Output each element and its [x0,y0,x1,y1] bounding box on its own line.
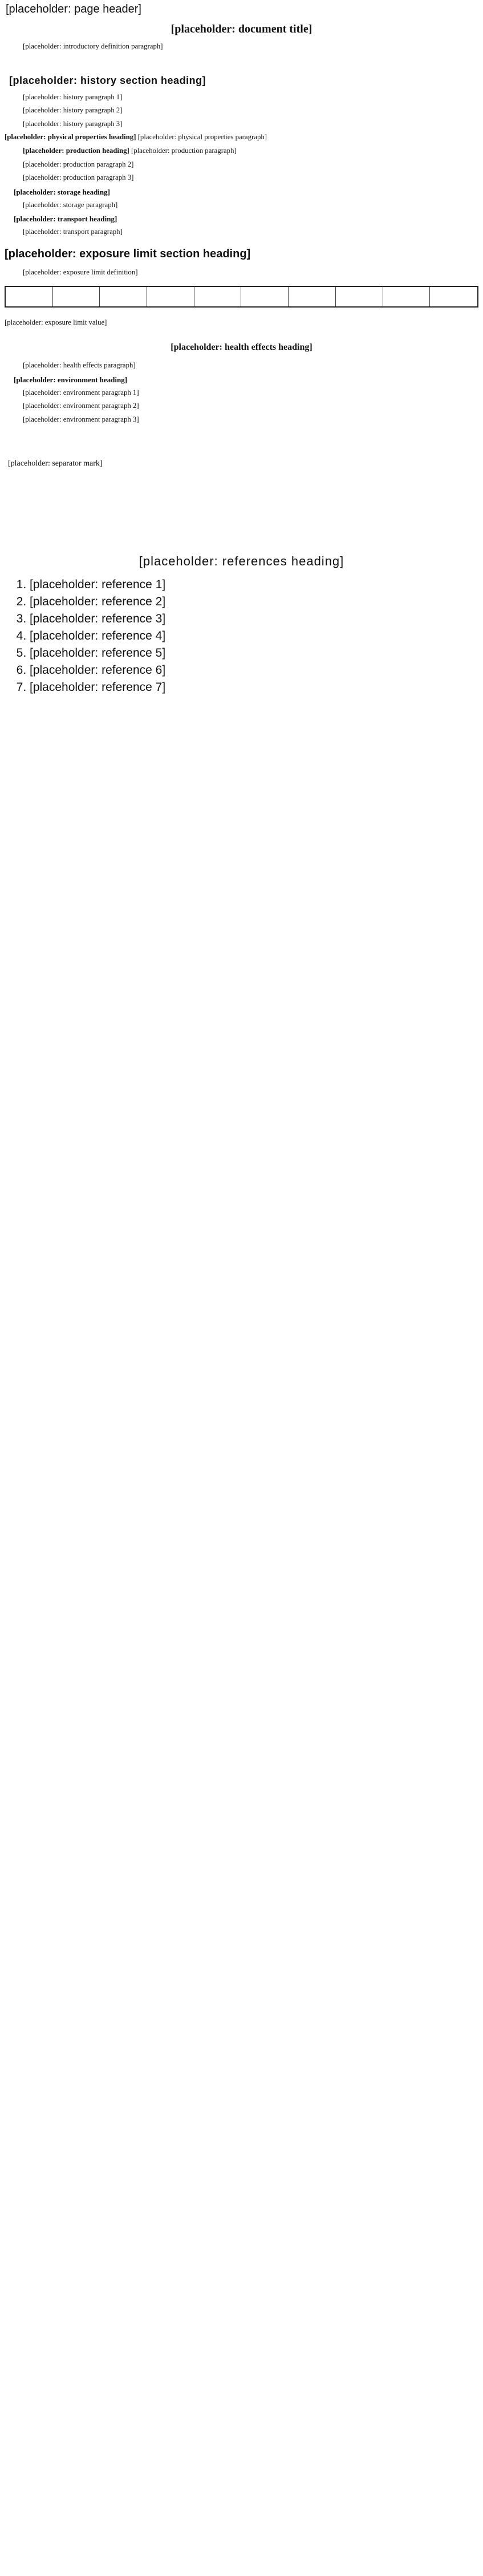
literature-item: 2. [placeholder: reference 2] [30,594,478,610]
health-paragraph: [placeholder: health effects paragraph] [23,361,136,370]
history-paragraph-1: [placeholder: history paragraph 1] [23,92,123,101]
production-paragraph-2: [placeholder: production paragraph 2] [23,160,134,168]
physical-properties-paragraph [5,132,478,143]
environment-paragraph-3: [placeholder: environment paragraph 3] [23,415,139,423]
pdk-heading: [placeholder: exposure limit section heading] [5,247,251,260]
literature-list [5,577,478,695]
literature-item: 7. [placeholder: reference 7] [30,680,478,695]
literature-item: 5. [placeholder: reference 5] [30,645,478,661]
history-heading: [placeholder: history section heading] [9,74,206,86]
literature-item: 3. [placeholder: reference 3] [30,611,478,627]
storage-heading: [placeholder: storage heading] [14,187,110,196]
page-header-title: [placeholder: page header] [6,3,141,15]
history-paragraph-3: [placeholder: history paragraph 3] [23,119,123,128]
transport-heading: [placeholder: transport heading] [14,215,117,224]
pdk-grid-cell [383,287,431,306]
document-page [0,0,483,695]
pdk-grid-cell [430,287,477,306]
literature-item: 6. [placeholder: reference 6] [30,662,478,678]
environment-paragraph-2: [placeholder: environment paragraph 2] [23,402,139,410]
pdk-grid-cell [53,287,100,306]
separator-mark: [placeholder: separator mark] [8,459,103,468]
physical-properties-text: [placeholder: physical properties paragraph] [137,133,267,141]
production-paragraph [5,146,478,156]
pdk-grid-cell [147,287,194,306]
pdk-definition: [placeholder: exposure limit definition] [23,268,138,276]
storage-paragraph: [placeholder: storage paragraph] [23,200,118,209]
pdk-grid-cell [194,287,242,306]
history-paragraph-2: [placeholder: history paragraph 2] [23,106,123,115]
pdk-value: [placeholder: exposure limit value] [5,318,107,326]
physical-properties-heading: [placeholder: physical properties heading] [5,133,136,141]
document-title: [placeholder: document title] [171,23,312,35]
production-text: [placeholder: production paragraph] [131,146,237,155]
environment-heading: [placeholder: environment heading] [14,375,128,384]
production-paragraph-3: [placeholder: production paragraph 3] [23,173,134,182]
pdk-grid-box [5,286,478,308]
literature-item: 4. [placeholder: reference 4] [30,628,478,644]
pdk-grid-cell [100,287,147,306]
production-heading: [placeholder: production heading] [23,146,129,155]
pdk-grid-cell [6,287,53,306]
pdk-grid-cell [289,287,336,306]
literature-heading: [placeholder: references heading] [139,553,344,568]
environment-paragraph-1: [placeholder: environment paragraph 1] [23,388,139,397]
pdk-grid-cell [241,287,289,306]
pdk-grid-cell [336,287,383,306]
intro-paragraph: [placeholder: introductory definition paragraph] [23,42,163,50]
literature-item: 1. [placeholder: reference 1] [30,577,478,593]
health-heading: [placeholder: health effects heading] [171,342,312,353]
transport-paragraph: [placeholder: transport paragraph] [23,228,123,236]
